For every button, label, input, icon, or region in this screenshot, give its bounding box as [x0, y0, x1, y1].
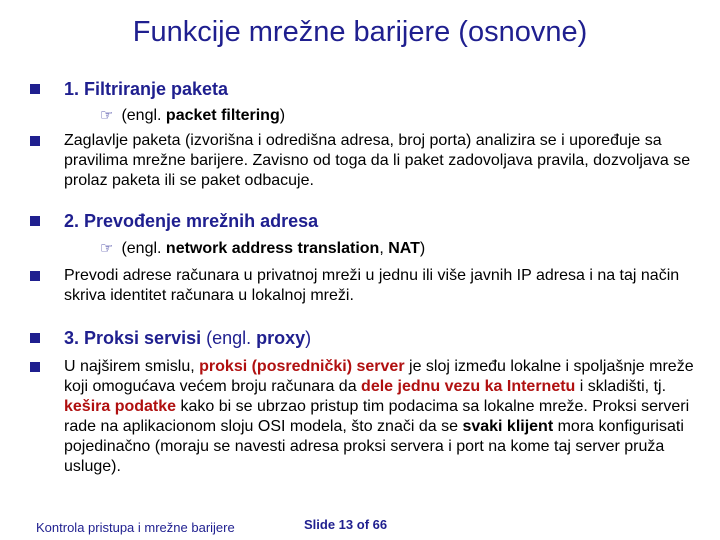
- section-3-body-item: [30, 357, 700, 477]
- section-3-body: U najširem smislu, proksi (posrednički) server je sloj između lokalne i spoljašnje mreže koji omogućava većem broju računara da dele jednu vezu ka Internetu i skladišti, tj. kešira podatke kako bi se ubrzao pristup tim podacima sa lokalne mreže. Proksi serveri rade na aplikacionom sloju OSI modela, što znači da se svaki klijent mora konfigurisati pojedinačno (moraju se navesti adresa proksi servera i port na kome taj server pruža usluge).: [64, 358, 694, 475]
- slide-title: Funkcije mrežne barijere (osnovne): [132, 16, 588, 48]
- section-2-heading: 2. Prevođenje mrežnih adresa: [64, 211, 319, 231]
- square-bullet-icon: [30, 84, 40, 94]
- highlight-proxy-server: proksi (posrednički) server: [199, 358, 405, 375]
- section-2-heading-item: [30, 210, 700, 232]
- highlight-cache-data: kešira podatke: [64, 398, 177, 415]
- section-3-heading: 3. Proksi servisi (engl. proxy): [64, 328, 312, 348]
- section-1-heading: 1. Filtriranje paketa: [64, 79, 229, 99]
- section-2-body-item: [30, 266, 700, 306]
- section-1-heading-item: [30, 78, 700, 100]
- highlight-every-client: svaki klijent: [462, 418, 554, 435]
- section-2-subnote: ☞ (engl. network address translation, NAT): [100, 240, 426, 257]
- section-1-body: Zaglavlje paketa (izvorišna i odredišna adresa, broj porta) analizira se i upoređuje sa pravilima mrežne barijere. Zavisno od toga da li paket zadovoljava pravila, dozvoljava se prolaz paketa ili se paket odbacuje.: [64, 132, 691, 189]
- pointing-hand-icon: ☞: [100, 107, 114, 124]
- highlight-share-connection: dele jednu vezu ka Internetu: [361, 378, 576, 395]
- section-3-heading-item: [30, 327, 700, 349]
- square-bullet-icon: [30, 216, 40, 226]
- section-2-body: Prevodi adrese računara u privatnoj mreži u jednu ili više javnih IP adresa i na taj način skriva identitet računara u lokalnoj mreži.: [64, 267, 680, 304]
- footer-course-title: Kontrola pristupa i mrežne barijere: [36, 520, 235, 535]
- footer-slide-number: Slide 13 of 66: [304, 517, 388, 532]
- square-bullet-icon: [30, 271, 40, 281]
- pointing-hand-icon: ☞: [100, 240, 114, 257]
- section-1-subnote: ☞ (engl. packet filtering): [100, 107, 286, 124]
- square-bullet-icon: [30, 136, 40, 146]
- square-bullet-icon: [30, 333, 40, 343]
- square-bullet-icon: [30, 362, 40, 372]
- section-1-body-item: [30, 131, 700, 191]
